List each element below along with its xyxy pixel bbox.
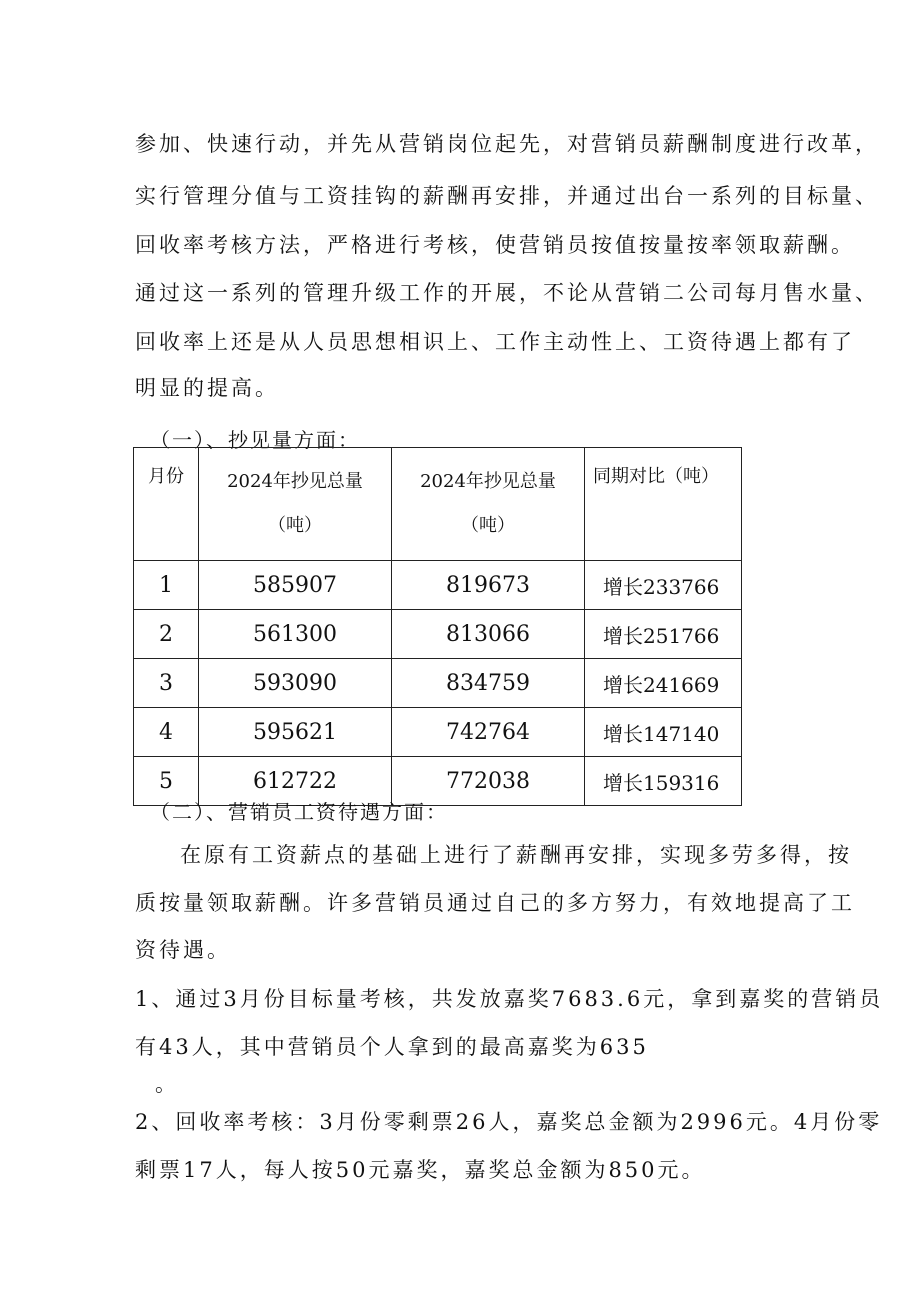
cell-volume-b: 819673: [392, 561, 585, 610]
intro-line-5: 回收率上还是从人员思想相识上、工作主动性上、工资待遇上都有了: [135, 330, 855, 354]
cell-compare: 增长233766: [585, 561, 742, 610]
table-header-row: [134, 448, 742, 561]
intro-line-3: 回收率考核方法，严格进行考核，使营销员按值按量按率领取薪酬。: [135, 233, 855, 257]
table-row: [134, 659, 742, 708]
item2-line-1: 2、回收率考核：3月份零剩票26人，嘉奖总金额为2996元。4月份零: [135, 1110, 883, 1134]
header-month: 月份: [134, 448, 199, 561]
cell-month: 4: [134, 708, 199, 757]
section2-line-1: 在原有工资薪点的基础上进行了薪酬再安排，实现多劳多得，按: [180, 843, 852, 867]
cell-volume-a: 595621: [199, 708, 392, 757]
item1-line-3: 。: [155, 1072, 179, 1096]
intro-line-6: 明显的提高。: [135, 376, 279, 400]
cell-compare: 增长147140: [585, 708, 742, 757]
item2-line-2: 剩票17人，每人按50元嘉奖，嘉奖总金额为850元。: [135, 1158, 706, 1182]
cell-compare: 增长159316: [585, 757, 742, 806]
cell-compare: 增长251766: [585, 610, 742, 659]
header-col2-line2: （吨）: [268, 515, 322, 536]
cell-month: 2: [134, 610, 199, 659]
cell-volume-b: 742764: [392, 708, 585, 757]
cell-compare: 增长241669: [585, 659, 742, 708]
cell-month: 1: [134, 561, 199, 610]
intro-line-2: 实行管理分值与工资挂钩的薪酬再安排，并通过出台一系列的目标量、: [135, 184, 879, 208]
intro-line-1: 参加、快速行动，并先从营销岗位起先，对营销员薪酬制度进行改革，: [135, 132, 879, 156]
section2-line-2: 质按量领取薪酬。许多营销员通过自己的多方努力，有效地提高了工: [135, 891, 855, 915]
header-col2: [199, 448, 392, 561]
section2-line-3: 资待遇。: [135, 938, 231, 962]
table-row: [134, 708, 742, 757]
header-col3: [392, 448, 585, 561]
cell-volume-a: 593090: [199, 659, 392, 708]
item1-line-2: 有43人，其中营销员个人拿到的最高嘉奖为635: [135, 1035, 649, 1059]
table-row: [134, 610, 742, 659]
header-col3-line1: 2024年抄见总量: [420, 471, 556, 492]
cell-volume-a: 612722: [199, 757, 392, 806]
section1-title: （一）、抄见量方面：: [150, 428, 360, 452]
section2-title: （二）、营销员工资待遇方面：: [150, 800, 448, 824]
cell-volume-b: 772038: [392, 757, 585, 806]
header-compare: 同期对比（吨）: [585, 448, 742, 561]
header-col3-line2: （吨）: [461, 515, 515, 536]
item1-line-1: 1、通过3月份目标量考核，共发放嘉奖7683.6元，拿到嘉奖的营销员: [135, 987, 884, 1011]
table-row: [134, 561, 742, 610]
cell-volume-b: 813066: [392, 610, 585, 659]
cell-month: 3: [134, 659, 199, 708]
water-volume-table: [133, 447, 742, 806]
cell-volume-a: 561300: [199, 610, 392, 659]
cell-volume-a: 585907: [199, 561, 392, 610]
intro-line-4: 通过这一系列的管理升级工作的开展，不论从营销二公司每月售水量、: [135, 281, 879, 305]
header-col2-line1: 2024年抄见总量: [227, 471, 363, 492]
cell-month: 5: [134, 757, 199, 806]
cell-volume-b: 834759: [392, 659, 585, 708]
